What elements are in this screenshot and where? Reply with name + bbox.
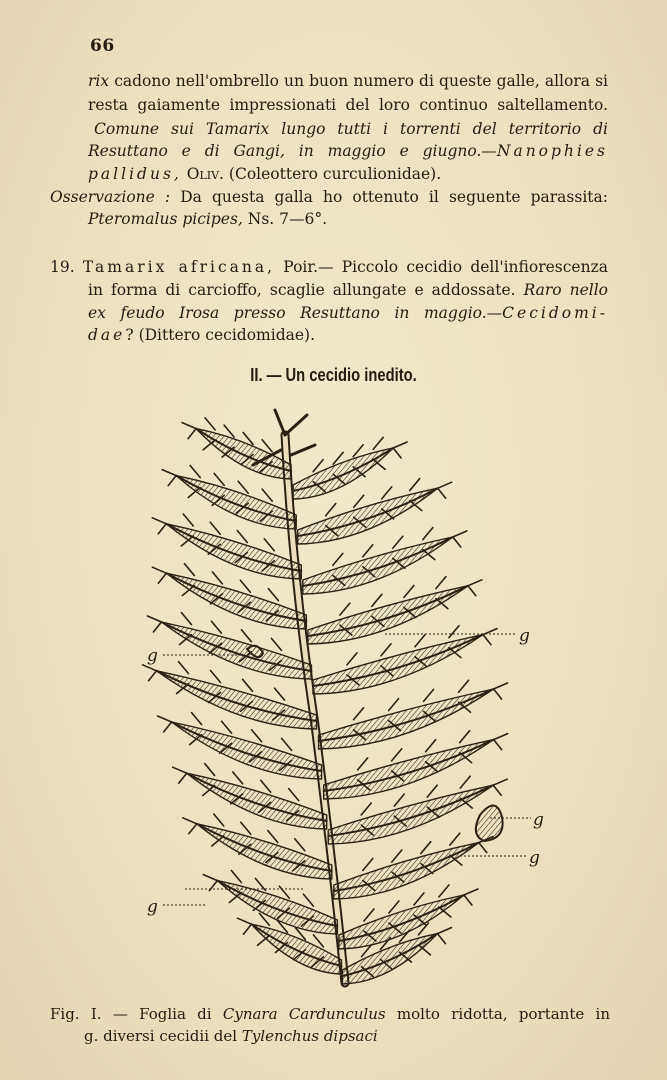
leaf-lobe <box>176 476 296 529</box>
page-number: 66 <box>90 36 115 56</box>
leaf-spine <box>182 423 196 439</box>
leaf-lobe <box>161 622 311 679</box>
figure-caption: g. diversi cecidii del Tylenchus dipsaci <box>84 1027 378 1045</box>
figure-thistle-leaf <box>135 405 555 995</box>
leaf-spine <box>493 779 507 795</box>
leaf-spine <box>147 616 161 632</box>
leaf-drawing <box>143 410 508 984</box>
leaf-spine <box>494 683 508 699</box>
text-line: resta gaiamente impressionati del loro continuo saltellamento. <box>88 96 608 114</box>
leaf-lobe <box>298 488 438 544</box>
text-line: Comune sui Tamarix lungo tutti i torrenti del territorio di <box>94 120 608 138</box>
leaf-spine <box>483 629 497 645</box>
figure-label-g: g <box>147 897 158 917</box>
leaf-spine <box>158 716 172 732</box>
leaf-lobe <box>334 843 479 899</box>
leaf-spine <box>438 482 452 498</box>
leaf-spine <box>453 531 467 547</box>
leaf-lobe <box>324 740 494 799</box>
text-line: rix cadono nell'ombrello un buon numero di queste galle, allora si <box>88 72 608 90</box>
leaf-lobe <box>313 635 483 694</box>
leaf-lobe <box>172 722 322 779</box>
leaf-spine <box>393 442 407 458</box>
leaf-lobe <box>293 448 393 499</box>
entry-line: dae? (Dittero cecidomidae). <box>88 326 316 344</box>
figure-label-g: g <box>533 810 544 830</box>
leaf-spine <box>173 767 187 783</box>
leaf-spine <box>152 518 166 534</box>
entry-line: in forma di carcioffo, scaglie allungate e addossate. Raro nello <box>88 281 609 299</box>
figure-label-g: g <box>147 646 158 666</box>
leaf-lobe <box>197 824 332 879</box>
entry-line: ex feudo Irosa presso Resuttano in maggio.—Cecidomi- <box>88 304 608 322</box>
leaf-illustration <box>135 405 555 995</box>
leaf-lobe <box>187 773 327 829</box>
leaf-spine <box>203 875 217 891</box>
leaf-lobe <box>166 524 301 579</box>
text-line: Resuttano e di Gangi, in maggio e giugno.—Nanophies <box>88 142 608 160</box>
leaf-spine <box>494 734 508 750</box>
figure-caption: Fig. I. — Foglia di Cynara Cardunculus molto ridotta, portante in <box>50 1005 610 1023</box>
leaf-spine <box>464 889 478 905</box>
leaf-lobe <box>319 689 494 749</box>
leaf-lobe <box>303 537 453 594</box>
gall-swelling <box>476 805 503 841</box>
leaf-spine <box>152 567 166 583</box>
leaf-spine <box>143 665 157 681</box>
figure-label-g: g <box>519 626 530 646</box>
observation-line: Pteromalus picipes, Ns. 7—6°. <box>88 210 328 228</box>
observation-line: Osservazione : Da questa galla ho ottenuto il seguente parassita: <box>50 188 608 206</box>
leaf-lobe <box>157 671 317 729</box>
leaf-spine <box>437 928 451 944</box>
leaf-spine <box>162 470 176 486</box>
figure-label-g: g <box>529 848 540 868</box>
entry-line: 19. Tamarix africana, Poir.— Piccolo cecidio dell'infiorescenza <box>50 258 608 276</box>
leaf-lobe <box>308 586 468 644</box>
section-heading: II. — Un cecidio inedito. <box>250 365 417 385</box>
leaf-spine <box>183 818 197 834</box>
leaf-spine <box>237 918 251 934</box>
text-line: pallidus, Oliv. (Coleottero curculionidae). <box>88 165 442 183</box>
leaf-spine <box>468 580 482 596</box>
